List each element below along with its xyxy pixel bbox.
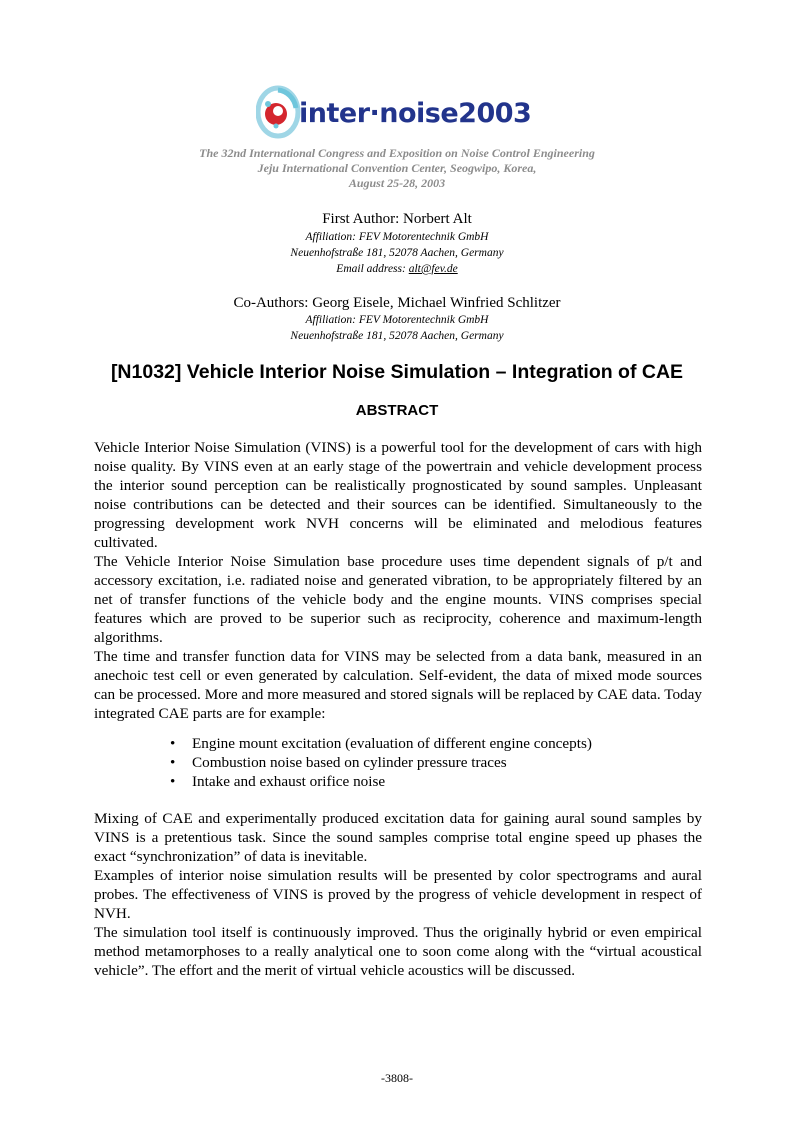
list-item: • Combustion noise based on cylinder pressure traces <box>170 753 710 772</box>
first-author: First Author: Norbert Alt <box>322 211 472 227</box>
abstract-body-bottom <box>94 809 702 980</box>
conference-line-3: August 25-28, 2003 <box>348 176 446 190</box>
abstract-paragraph: The simulation tool itself is continuously improved. Thus the originally hybrid or even empirical method metamorphoses to a really analytical one to soon come along with the “virtual acoustical vehicle”. The effort and the merit of virtual vehicle acoustics will be discussed. <box>94 924 702 979</box>
first-author-affiliation: Affiliation: FEV Motorentechnik GmbH <box>305 231 489 243</box>
conference-logo <box>256 84 546 140</box>
list-item: • Engine mount excitation (evaluation of different engine concepts) <box>170 734 710 753</box>
abstract-paragraph: The time and transfer function data for VINS may be selected from a data bank, measured in an anechoic test cell or even generated by calculation. Self-evident, the data of mixed mode sources can be processed. More and more measured and stored signals will be replaced by CAE data. Today integrated CAE parts are for example: <box>94 648 702 722</box>
cae-parts-list <box>170 734 710 791</box>
list-item: • Intake and exhaust orifice noise <box>170 772 710 791</box>
abstract-heading: ABSTRACT <box>355 402 439 419</box>
abstract-paragraph: Examples of interior noise simulation results will be presented by color spectrograms and aural probes. The effectiveness of VINS is proved by the progress of vehicle development in respect of NVH. <box>94 867 702 922</box>
co-authors-affiliation: Affiliation: FEV Motorentechnik GmbH <box>305 314 489 326</box>
page-number: -3808- <box>381 1071 413 1085</box>
co-authors: Co-Authors: Georg Eisele, Michael Winfried Schlitzer <box>233 295 561 311</box>
co-authors-address: Neuenhofstraße 181, 52078 Aachen, Germany <box>290 330 504 342</box>
paper-title: [N1032] Vehicle Interior Noise Simulation – Integration of CAE <box>110 361 684 383</box>
abstract-paragraph: The Vehicle Interior Noise Simulation base procedure uses time dependent signals of p/t and accessory excitation, i.e. radiated noise and generated vibration, to be appropriately filtered by an net of transfer functions of the vehicle body and the engine mounts. VINS comprises special features which are proved to be superior such as reciprocity, coherence and maximum-length algorithms. <box>94 553 702 646</box>
abstract-paragraph: Vehicle Interior Noise Simulation (VINS) is a powerful tool for the development of cars with high noise quality. By VINS even at an early stage of the powertrain and vehicle development process the interior sound perception can be realistically prognosticated by sound samples. Unpleasant noise contributions can be detected and their sources can be identified. Simultaneously to the progressing development work NVH concerns will be eliminated and melodious features cultivated. <box>94 439 702 551</box>
logo-wordmark: inter·noise2003 <box>299 98 532 129</box>
abstract-paragraph: Mixing of CAE and experimentally produced excitation data for gaining aural sound samples by VINS is a pretentious task. Since the sound samples comprise total engine speed up phases the exact “synchronization” of data is inevitable. <box>94 810 702 865</box>
first-author-address: Neuenhofstraße 181, 52078 Aachen, Germany <box>290 247 504 259</box>
abstract-body-top <box>94 438 702 723</box>
email-link[interactable]: alt@fev.de <box>408 263 458 275</box>
conference-line-2: Jeju International Convention Center, Seogwipo, Korea, <box>257 161 537 175</box>
email-label: Email address: <box>336 263 409 275</box>
first-author-email-line <box>0 261 794 277</box>
logo-swirl-icon <box>256 84 302 140</box>
conference-line-1: The 32nd International Congress and Exposition on Noise Control Engineering <box>199 146 595 160</box>
